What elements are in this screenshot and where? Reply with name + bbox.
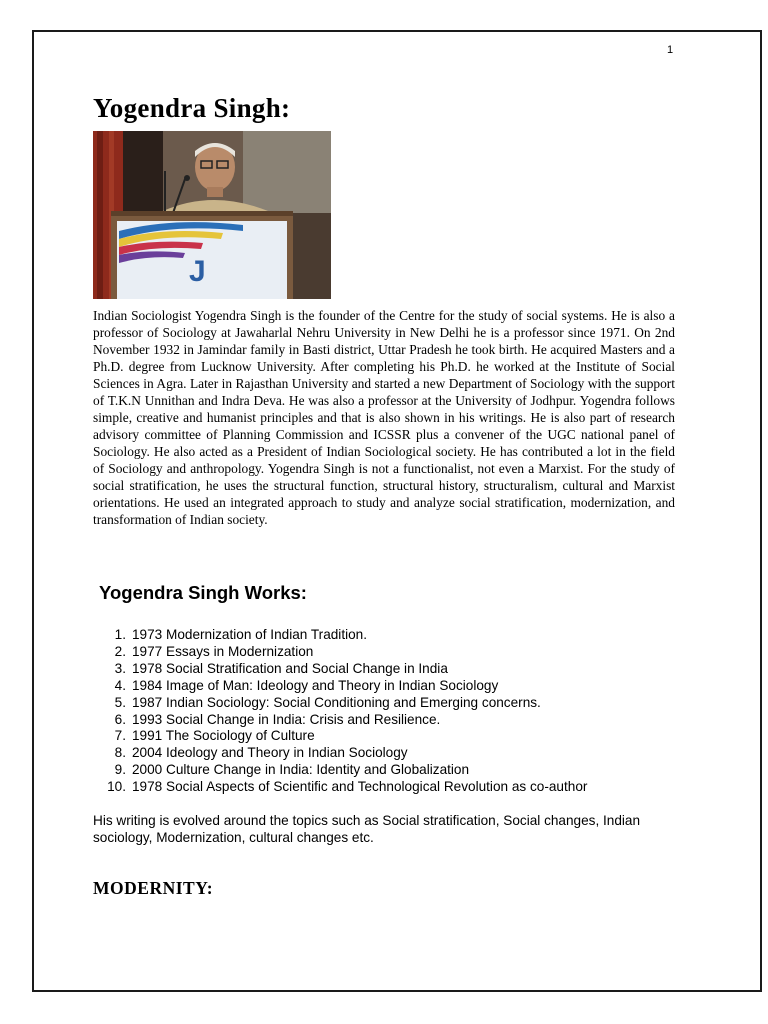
list-item: 10. 1978 Social Aspects of Scientific and Technological Revolution as co-author: [107, 779, 588, 795]
works-heading: Yogendra Singh Works:: [99, 582, 307, 603]
page-number: 1: [666, 44, 674, 56]
page-title: Yogendra Singh:: [93, 93, 291, 123]
list-item: 6. 1993 Social Change in India: Crisis and Resilience.: [114, 711, 441, 727]
list-item: 7. 1991 The Sociology of Culture: [114, 728, 315, 744]
list-item: 8. 2004 Ideology and Theory in Indian Sociology: [114, 745, 408, 761]
podium-logo: J: [189, 255, 206, 288]
works-list: [100, 627, 700, 796]
list-item: 1. 1973 Modernization of Indian Tradition.: [114, 627, 368, 642]
list-item: 4. 1984 Image of Man: Ideology and Theory in Indian Sociology: [114, 677, 499, 693]
portrait-photo-icon: [93, 131, 331, 299]
intro-paragraph: Indian Sociologist Yogendra Singh is the founder of the Centre for the study of social systems. He is also a professor of Sociology at Jawaharlal Nehru University in New Delhi he is a professor since 1971. On 2nd November 1932 in Jamindar family in Basti district, Uttar Pradesh he took birth. He acquired Masters and a Ph.D. degree from Lucknow University. After completing his Ph.D. he worked at the Institute of Social Sciences in Agra. Later in Rajasthan University and started a new Department of Sociology with the support of T.K.N Unnithan and Indra Deva. He was also a professor at the University of Jodhpur. Yogendra follows simple, creative and humanist principles and that is also shown in his writings. He is also part of research advisory committee of Planning Commission and ICSSR plus a convener of the UGC national panel of Sociology. He also acted as a President of Indian Sociological society. He has contributed a lot in the field of Sociology and anthropology. Yogendra Singh is not a functionalist, not even a Marxist. For the study of social stratification, he uses the structural function, structural history, structuralism, cultural and Marxist orientations. He used an integrated approach to study and analyze social stratification, modernization, and transformation of Indian society.: [93, 308, 675, 527]
list-item: 9. 2000 Culture Change in India: Identity and Globalization: [114, 762, 470, 778]
summary-paragraph: His writing is evolved around the topics such as Social stratification, Social changes, Indian sociology, Modernization, cultural changes etc.: [93, 813, 641, 845]
list-item: 3. 1978 Social Stratification and Social Change in India: [114, 660, 448, 676]
list-item: 2. 1977 Essays in Modernization: [114, 643, 314, 659]
section-heading-modernity: MODERNITY:: [93, 878, 214, 898]
list-item: 5. 1987 Indian Sociology: Social Conditioning and Emerging concerns.: [114, 694, 541, 710]
